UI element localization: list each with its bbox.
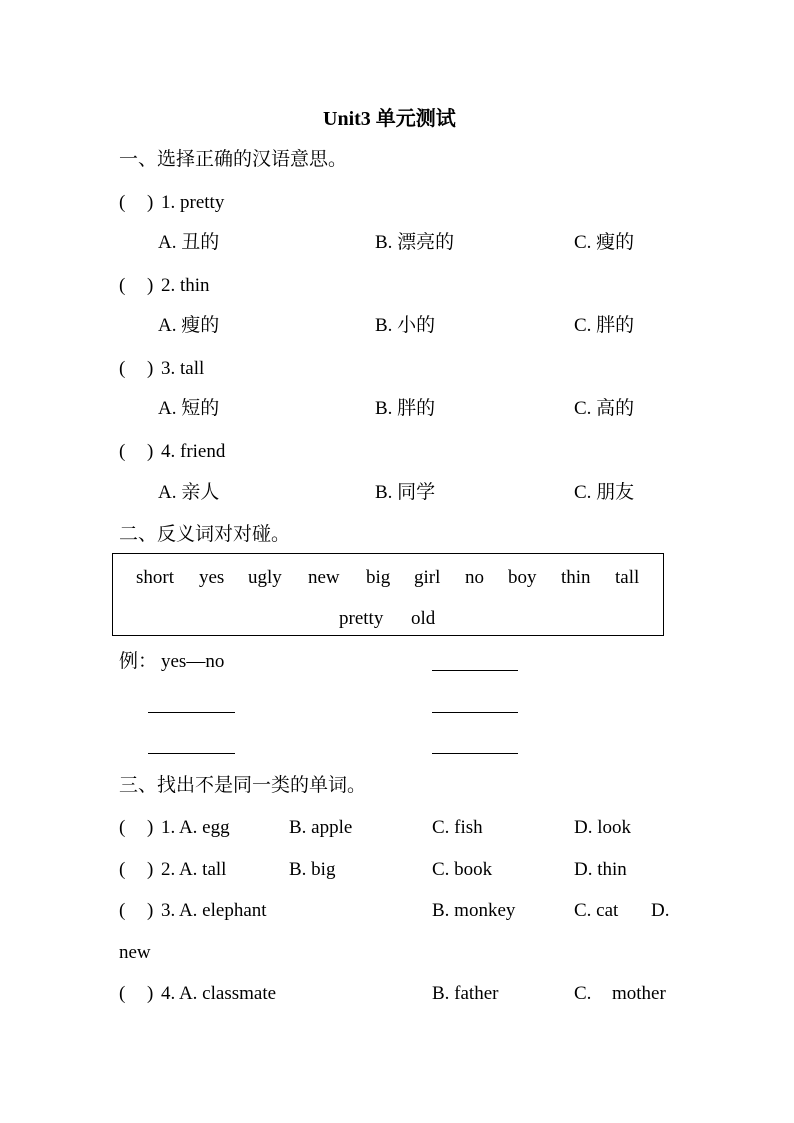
- answer-open-paren: (: [119, 859, 126, 880]
- word-bank-word: pretty: [339, 608, 384, 629]
- option-c: C. fish: [432, 817, 483, 838]
- answer-close-paren: ): [147, 441, 154, 462]
- option-c: C. 高的: [574, 398, 635, 419]
- option-c: C. book: [432, 859, 493, 880]
- answer-close-paren: ): [147, 859, 154, 880]
- example-label: 例：: [119, 651, 158, 672]
- answer-close-paren: ): [147, 358, 154, 379]
- question-text: 4. A. classmate: [161, 983, 277, 1004]
- question-text: 3. tall: [161, 358, 205, 379]
- answer-close-paren: ): [147, 900, 154, 921]
- answer-open-paren: (: [119, 192, 126, 213]
- answer-blank[interactable]: [148, 753, 235, 754]
- option-d: D. thin: [574, 859, 627, 880]
- word-bank-word: tall: [615, 567, 640, 588]
- option-d: D.: [651, 900, 670, 921]
- answer-close-paren: ): [147, 983, 154, 1004]
- option-d: D. look: [574, 817, 631, 838]
- answer-open-paren: (: [119, 983, 126, 1004]
- word-bank-word: ugly: [248, 567, 282, 588]
- example-text: yes—no: [161, 651, 225, 672]
- answer-open-paren: (: [119, 358, 126, 379]
- word-bank-word: thin: [561, 567, 591, 588]
- question-text: 1. pretty: [161, 192, 225, 213]
- question-text: 2. A. tall: [161, 859, 227, 880]
- option-b: B. big: [289, 859, 336, 880]
- option-b: B. 胖的: [375, 398, 436, 419]
- option-a: A. 瘦的: [158, 315, 220, 336]
- word-bank-word: old: [411, 608, 436, 629]
- word-bank-word: no: [465, 567, 484, 588]
- answer-blank[interactable]: [432, 753, 518, 754]
- option-b: B. apple: [289, 817, 353, 838]
- answer-blank[interactable]: [432, 712, 518, 713]
- option-d-wrap: new: [119, 942, 151, 963]
- option-b: B. 漂亮的: [375, 232, 455, 253]
- answer-close-paren: ): [147, 817, 154, 838]
- answer-open-paren: (: [119, 275, 126, 296]
- word-bank-word: short: [136, 567, 174, 588]
- answer-open-paren: (: [119, 441, 126, 462]
- section3-heading: 三、找出不是同一类的单词。: [119, 775, 367, 796]
- answer-open-paren: (: [119, 817, 126, 838]
- section1-heading: 一、选择正确的汉语意思。: [119, 149, 348, 170]
- word-bank-box: [112, 553, 664, 636]
- page-title: Unit3 单元测试: [323, 108, 456, 130]
- answer-close-paren: ): [147, 275, 154, 296]
- section2-heading: 二、反义词对对碰。: [119, 524, 291, 545]
- word-bank-word: big: [366, 567, 391, 588]
- option-b: B. 小的: [375, 315, 436, 336]
- option-a: A. 短的: [158, 398, 220, 419]
- question-text: 4. friend: [161, 441, 226, 462]
- question-text: 2. thin: [161, 275, 210, 296]
- option-c: C.: [574, 983, 592, 1004]
- option-b: B. 同学: [375, 482, 436, 503]
- question-text: 1. A. egg: [161, 817, 230, 838]
- option-a: A. 丑的: [158, 232, 220, 253]
- option-c: C. cat: [574, 900, 619, 921]
- answer-open-paren: (: [119, 900, 126, 921]
- option-d: mother: [612, 983, 666, 1004]
- answer-blank[interactable]: [432, 670, 518, 671]
- answer-blank[interactable]: [148, 712, 235, 713]
- option-c: C. 瘦的: [574, 232, 635, 253]
- option-b: B. father: [432, 983, 499, 1004]
- word-bank-word: new: [308, 567, 340, 588]
- question-text: 3. A. elephant: [161, 900, 267, 921]
- option-b: B. monkey: [432, 900, 516, 921]
- word-bank-word: boy: [508, 567, 537, 588]
- option-c: C. 朋友: [574, 482, 635, 503]
- word-bank-word: girl: [414, 567, 441, 588]
- answer-close-paren: ): [147, 192, 154, 213]
- option-c: C. 胖的: [574, 315, 635, 336]
- word-bank-word: yes: [199, 567, 225, 588]
- option-a: A. 亲人: [158, 482, 220, 503]
